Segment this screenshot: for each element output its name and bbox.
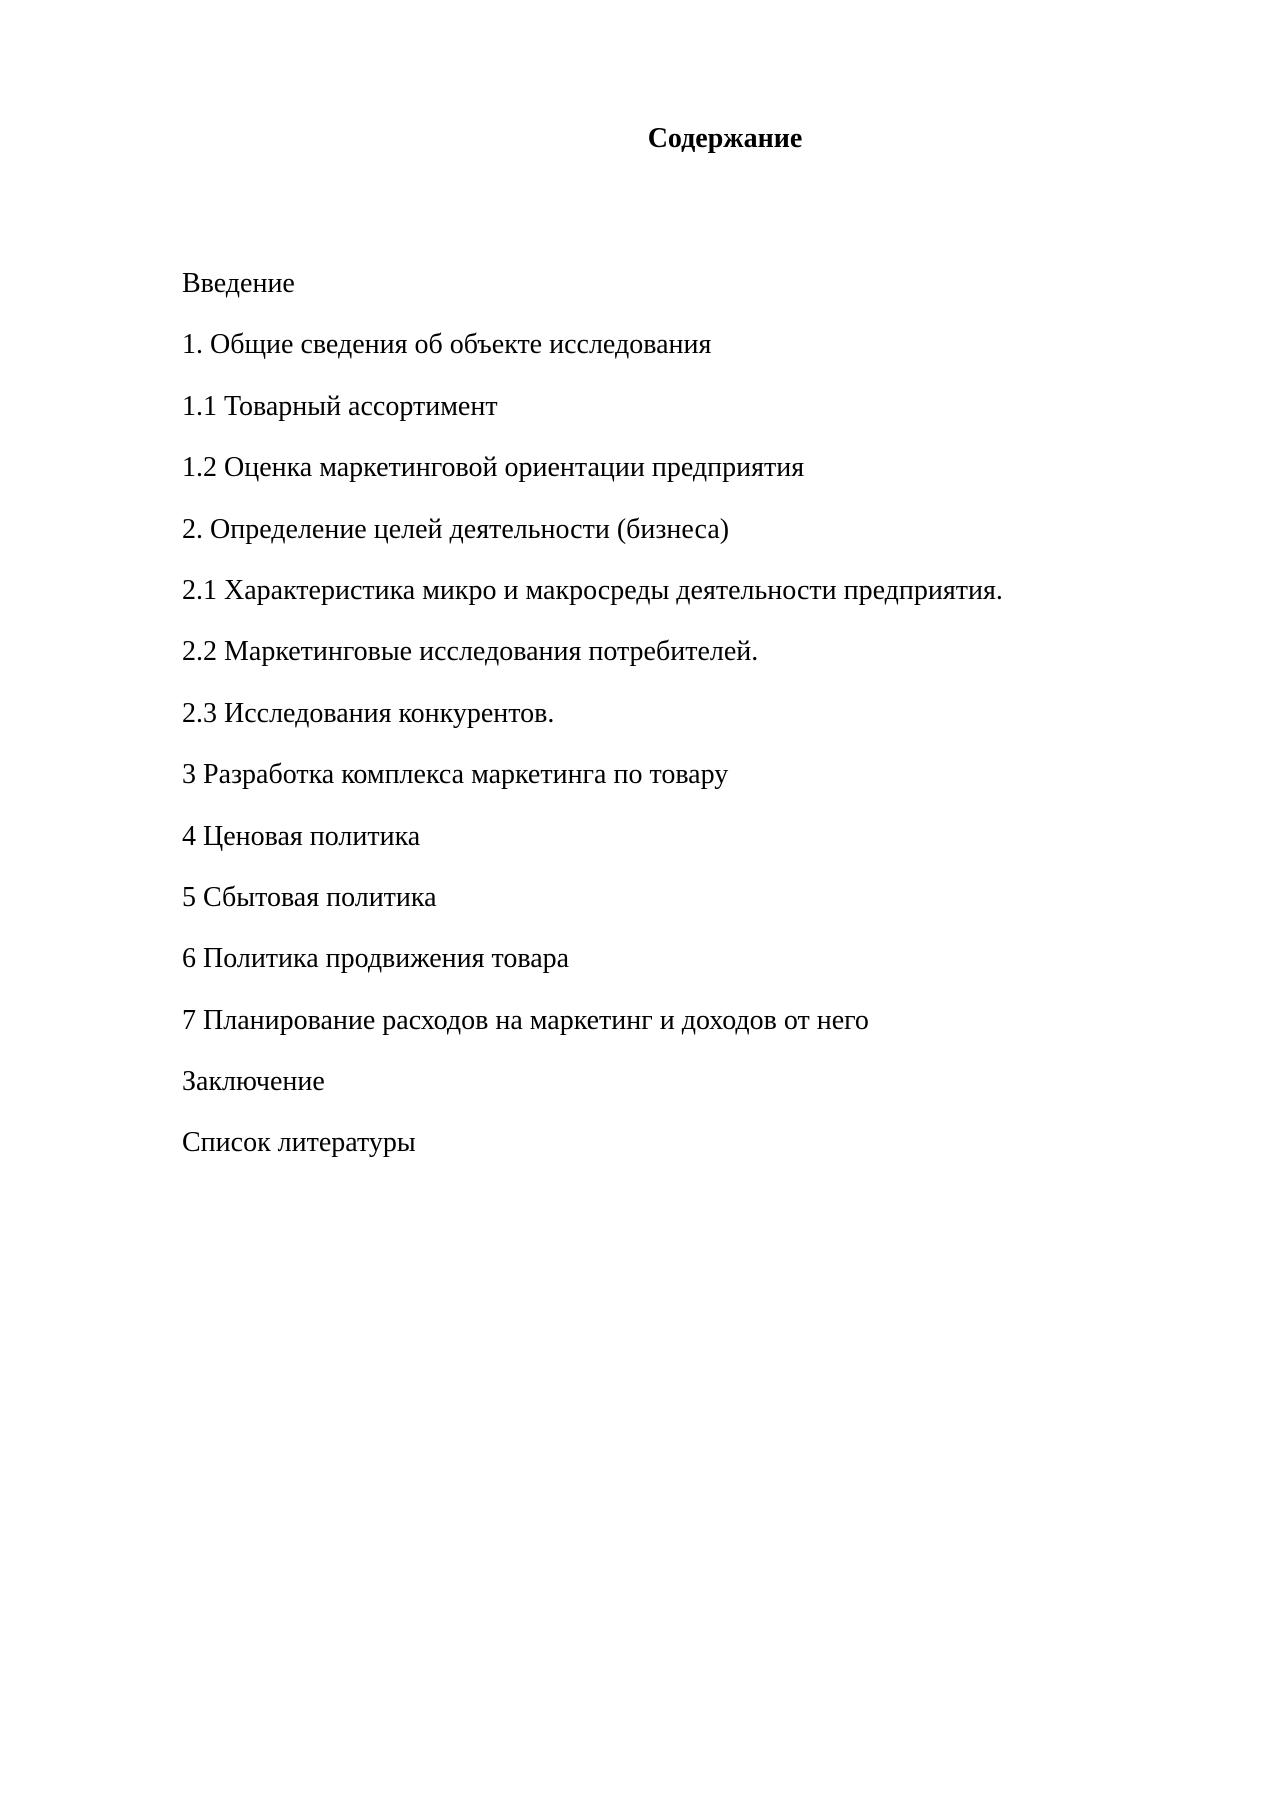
table-of-contents bbox=[182, 266, 1003, 1187]
toc-item-3: 3 Разработка комплекса маркетинга по товару bbox=[182, 759, 729, 791]
toc-item-2: 2. Определение целей деятельности (бизнеса) bbox=[182, 513, 730, 545]
toc-item-7: 7 Планирование расходов на маркетинг и доходов от него bbox=[182, 1004, 869, 1036]
toc-item-introduction: Введение bbox=[182, 268, 295, 299]
toc-item-2-1: 2.1 Характеристика микро и макросреды деятельности предприятия. bbox=[182, 574, 1003, 606]
toc-item-6: 6 Политика продвижения товара bbox=[182, 943, 570, 975]
toc-item-4: 4 Ценовая политика bbox=[182, 820, 421, 852]
toc-item-2-3: 2.3 Исследования конкурентов. bbox=[182, 697, 555, 729]
toc-item-2-2: 2.2 Маркетинговые исследования потребителей. bbox=[182, 636, 759, 668]
toc-item-5: 5 Сбытовая политика bbox=[182, 881, 437, 913]
toc-item-1: 1. Общие сведения об объекте исследования bbox=[182, 329, 712, 361]
page-title: Содержание bbox=[647, 123, 803, 154]
toc-item-1-2: 1.2 Оценка маркетинговой ориентации предприятия bbox=[182, 452, 805, 484]
toc-item-conclusion: Заключение bbox=[182, 1066, 325, 1098]
toc-item-references: Список литературы bbox=[182, 1127, 416, 1159]
toc-item-1-1: 1.1 Товарный ассортимент bbox=[182, 390, 498, 422]
